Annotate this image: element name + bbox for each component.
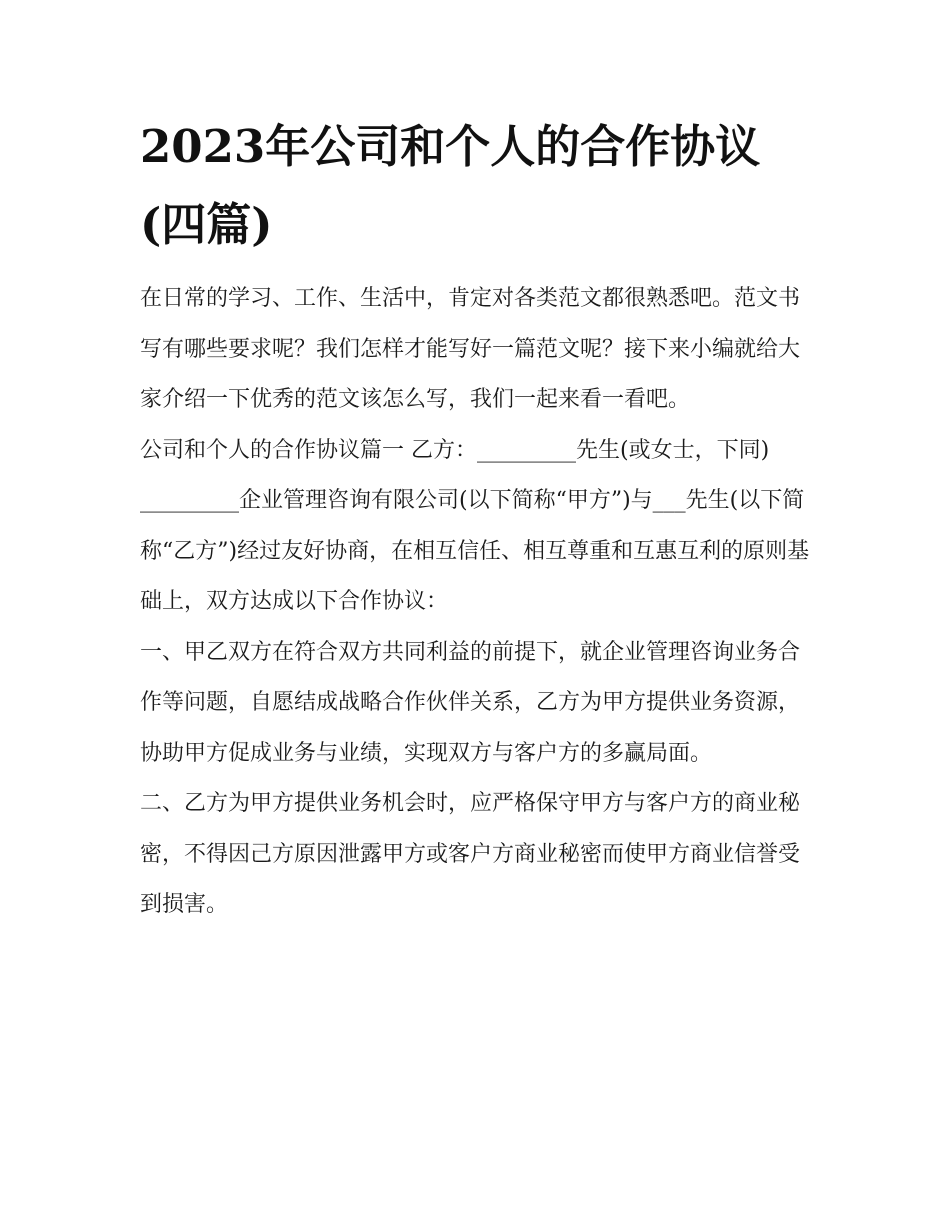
clause-two-paragraph: 二、乙方为甲方提供业务机会时，应严格保守甲方与客户方的商业秘密，不得因己方原因泄露甲方或客户方商业秘密而使甲方商业信誉受到损害。 — [140, 791, 801, 917]
document-title: 2023年公司和个人的合作协议(四篇) — [140, 120, 761, 251]
document-body — [140, 108, 815, 931]
clause-one-paragraph: 一、甲乙双方在符合双方共同利益的前提下，就企业管理咨询业务合作等问题，自愿结成战略合作伙伴关系，乙方为甲方提供业务资源，协助甲方促成业务与业绩，实现双方与客户方的多赢局面。 — [140, 639, 801, 766]
agreement-heading-paragraph: 公司和个人的合作协议篇一 乙方：_________先生(或女士，下同) — [140, 437, 770, 463]
intro-paragraph: 在日常的学习、工作、生活中，肯定对各类范文都很熟悉吧。范文书写有哪些要求呢？我们怎样才能写好一篇范文呢？接下来小编就给大家介绍一下优秀的范文该怎么写，我们一起来看一看吧。 — [140, 286, 801, 412]
preamble-paragraph: _________企业管理咨询有限公司(以下简称“甲方”)与___先生(以下简称“乙方”)经过友好协商，在相互信任、相互尊重和互惠互利的原则基础上，双方达成以下合作协议： — [140, 488, 810, 614]
